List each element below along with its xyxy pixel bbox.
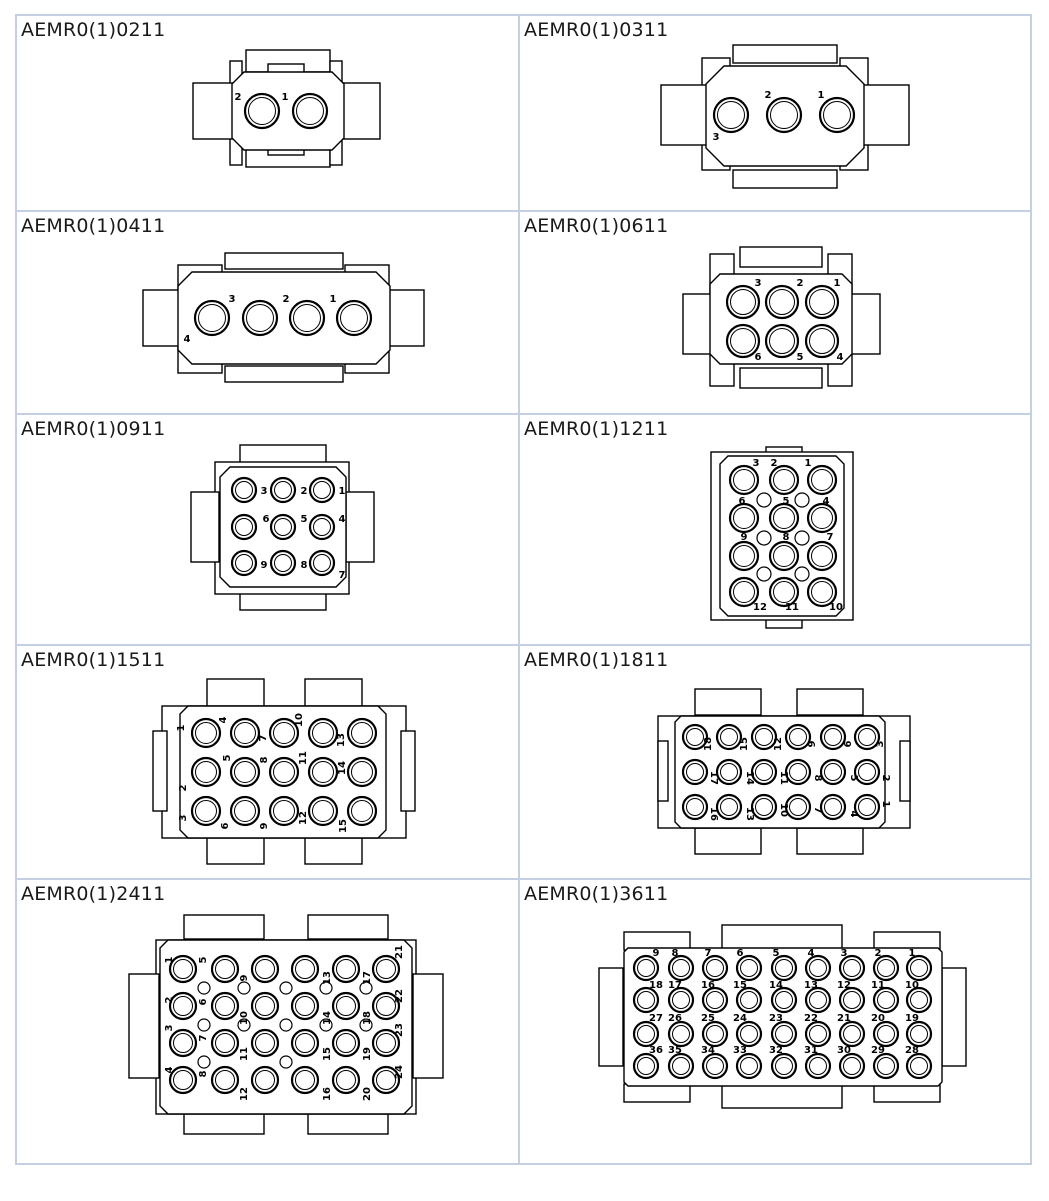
- pin-number: 16: [701, 980, 715, 991]
- housing-part: [942, 968, 966, 1066]
- part-number: AEMR0(1)2411: [21, 883, 166, 905]
- pin-number: 22: [804, 1013, 818, 1024]
- pin-number: 32: [769, 1045, 783, 1056]
- pin-number: 2: [796, 278, 804, 289]
- pin-number: 4: [338, 514, 346, 525]
- polarization-hole: [198, 982, 210, 994]
- pin-number: 4: [218, 716, 229, 724]
- pin-number: 15: [338, 819, 349, 833]
- pin-number: 2: [874, 948, 882, 959]
- housing-part: [733, 45, 837, 63]
- pin-number: 10: [239, 1011, 250, 1025]
- part-number: AEMR0(1)1511: [21, 649, 166, 671]
- pin-number: 27: [649, 1013, 663, 1024]
- pin-number: 12: [298, 811, 309, 825]
- pin-contact: [192, 758, 220, 786]
- housing-part: [305, 679, 362, 707]
- pin-contact: [806, 286, 838, 318]
- pin-number: 19: [362, 1047, 373, 1061]
- pin-contact: [730, 542, 758, 570]
- pin-contact: [727, 286, 759, 318]
- housing-part: [340, 83, 380, 139]
- connector-12-pin-drawing: [708, 444, 856, 630]
- pin-number: 4: [183, 334, 191, 345]
- pin-contact: [231, 719, 259, 747]
- pin-contact: [290, 301, 324, 335]
- housing-part: [153, 731, 167, 811]
- pin-number: 17: [362, 971, 373, 985]
- pin-contact: [293, 94, 327, 128]
- pin-number: 1: [281, 92, 289, 103]
- housing-part: [386, 290, 424, 346]
- pin-number: 14: [337, 761, 348, 775]
- pin-number: 2: [164, 996, 175, 1004]
- housing-part: [308, 915, 388, 939]
- housing-part: [874, 932, 940, 950]
- pin-number: 1: [880, 800, 891, 808]
- pin-number: 18: [362, 1011, 373, 1025]
- pin-contact: [348, 719, 376, 747]
- pin-number: 13: [804, 980, 818, 991]
- housing-part: [722, 1084, 842, 1108]
- pin-number: 3: [712, 132, 720, 143]
- pin-number: 23: [769, 1013, 783, 1024]
- pin-contact: [770, 504, 798, 532]
- polarization-hole: [198, 1056, 210, 1068]
- housing-part: [599, 968, 623, 1066]
- part-number: AEMR0(1)0411: [21, 215, 166, 237]
- pin-number: 35: [668, 1045, 682, 1056]
- housing-part: [413, 974, 443, 1078]
- pin-number: 2: [770, 458, 778, 469]
- housing-part: [658, 741, 668, 801]
- pin-contact: [231, 758, 259, 786]
- housing-part: [225, 253, 343, 269]
- pin-number: 28: [905, 1045, 919, 1056]
- pin-number: 5: [772, 948, 780, 959]
- pin-number: 1: [338, 486, 346, 497]
- housing-part: [191, 492, 219, 562]
- polarization-hole: [198, 1019, 210, 1031]
- pin-contact: [770, 466, 798, 494]
- pin-number: 6: [754, 352, 762, 363]
- pin-contact: [192, 719, 220, 747]
- pin-number: 9: [260, 560, 268, 571]
- pin-number: 4: [848, 810, 859, 818]
- pin-number: 9: [807, 740, 818, 748]
- pin-number: 13: [744, 807, 755, 821]
- pin-contact: [348, 758, 376, 786]
- pin-contact: [243, 301, 277, 335]
- pin-number: 13: [322, 971, 333, 985]
- housing-part: [143, 290, 181, 346]
- part-number: AEMR0(1)1211: [524, 418, 669, 440]
- pin-number: 6: [843, 740, 854, 748]
- housing-part: [184, 915, 264, 939]
- pin-number: 34: [701, 1045, 715, 1056]
- pin-number: 18: [703, 737, 714, 751]
- pin-number: 16: [708, 807, 719, 821]
- pin-number: 8: [812, 774, 823, 782]
- pin-contact: [309, 797, 337, 825]
- pin-number: 20: [871, 1013, 885, 1024]
- pin-contact: [730, 466, 758, 494]
- pin-number: 9: [652, 948, 660, 959]
- pin-number: 2: [178, 784, 189, 792]
- pin-number: 1: [329, 294, 337, 305]
- pin-number: 21: [394, 945, 405, 959]
- pin-number: 20: [362, 1087, 373, 1101]
- pin-number: 4: [807, 948, 815, 959]
- polarization-hole: [280, 982, 292, 994]
- pin-contact: [808, 466, 836, 494]
- connector-36-pin-drawing: [596, 922, 971, 1112]
- pin-number: 4: [164, 1066, 175, 1074]
- pin-number: 24: [733, 1013, 747, 1024]
- pin-number: 24: [394, 1065, 405, 1079]
- pin-number: 18: [649, 980, 663, 991]
- pin-number: 11: [785, 602, 799, 613]
- housing-part: [129, 974, 159, 1078]
- pin-number: 2: [300, 486, 308, 497]
- pin-contact: [714, 98, 748, 132]
- pin-number: 36: [649, 1045, 663, 1056]
- pin-number: 2: [880, 774, 891, 782]
- connector-3-pin-drawing: [658, 40, 910, 190]
- pin-number: 29: [871, 1045, 885, 1056]
- housing-part: [695, 689, 761, 715]
- pin-number: 1: [908, 948, 916, 959]
- pin-contact: [309, 719, 337, 747]
- part-number: AEMR0(1)0211: [21, 19, 166, 41]
- pin-number: 8: [782, 532, 790, 543]
- polarization-hole: [238, 982, 250, 994]
- polarization-hole: [280, 1019, 292, 1031]
- pin-number: 6: [198, 998, 209, 1006]
- pin-number: 12: [753, 602, 767, 613]
- polarization-hole: [757, 567, 771, 581]
- pin-number: 14: [322, 1011, 333, 1025]
- pin-number: 7: [826, 532, 834, 543]
- pin-contact: [766, 325, 798, 357]
- pin-number: 7: [704, 948, 712, 959]
- polarization-hole: [757, 493, 771, 507]
- pin-number: 9: [259, 822, 270, 830]
- pin-number: 11: [239, 1047, 250, 1061]
- polarization-hole: [280, 1056, 292, 1068]
- polarization-hole: [795, 567, 809, 581]
- housing-part: [305, 836, 362, 864]
- pin-number: 15: [322, 1047, 333, 1061]
- part-number: AEMR0(1)3611: [524, 883, 669, 905]
- pin-contact: [766, 286, 798, 318]
- pin-number: 1: [176, 724, 187, 732]
- pin-number: 6: [220, 822, 231, 830]
- pin-number: 33: [733, 1045, 747, 1056]
- pin-number: 19: [905, 1013, 919, 1024]
- pin-number: 10: [905, 980, 919, 991]
- pin-number: 1: [833, 278, 841, 289]
- pin-number: 12: [837, 980, 851, 991]
- pin-number: 17: [668, 980, 682, 991]
- part-number: AEMR0(1)0911: [21, 418, 166, 440]
- pin-number: 6: [736, 948, 744, 959]
- pin-contact: [770, 542, 798, 570]
- connector-4-pin-drawing: [140, 250, 426, 385]
- connector-6-pin-drawing: [680, 242, 885, 394]
- connector-18-pin-drawing: [655, 686, 917, 856]
- pin-number: 8: [300, 560, 308, 571]
- pin-number: 13: [336, 733, 347, 747]
- pin-contact: [245, 94, 279, 128]
- pin-number: 5: [848, 774, 859, 782]
- pin-number: 6: [262, 514, 270, 525]
- part-number: AEMR0(1)1811: [524, 649, 669, 671]
- housing-part: [863, 85, 909, 145]
- pin-number: 5: [300, 514, 308, 525]
- pin-number: 16: [322, 1087, 333, 1101]
- polarization-hole: [795, 531, 809, 545]
- connector-9-pin-drawing: [188, 442, 378, 614]
- pin-number: 9: [239, 974, 250, 982]
- pin-number: 8: [671, 948, 679, 959]
- pin-number: 2: [764, 90, 772, 101]
- pin-number: 26: [668, 1013, 682, 1024]
- housing-part: [207, 679, 264, 707]
- housing-part: [225, 366, 343, 382]
- polarization-hole: [795, 493, 809, 507]
- pin-number: 5: [222, 754, 233, 762]
- housing-part: [797, 828, 863, 854]
- pin-number: 6: [738, 496, 746, 507]
- pin-number: 3: [164, 1024, 175, 1032]
- connector-2-pin-drawing: [190, 45, 385, 180]
- pin-number: 11: [778, 771, 789, 785]
- pin-contact: [192, 797, 220, 825]
- pin-contact: [309, 758, 337, 786]
- pin-number: 3: [754, 278, 762, 289]
- pin-number: 30: [837, 1045, 851, 1056]
- pin-number: 8: [259, 756, 270, 764]
- pin-contact: [808, 504, 836, 532]
- pin-number: 21: [837, 1013, 851, 1024]
- pin-number: 31: [804, 1045, 818, 1056]
- pin-contact: [348, 797, 376, 825]
- pin-number: 2: [234, 92, 242, 103]
- housing-part: [722, 925, 842, 949]
- housing-part: [695, 828, 761, 854]
- pin-number: 5: [198, 956, 209, 964]
- pin-contact: [808, 542, 836, 570]
- housing-part: [401, 731, 415, 811]
- pin-number: 7: [198, 1034, 209, 1042]
- pin-number: 3: [875, 740, 886, 748]
- pin-number: 14: [769, 980, 783, 991]
- pin-number: 7: [338, 570, 346, 581]
- pin-number: 3: [228, 294, 236, 305]
- pin-number: 12: [239, 1087, 250, 1101]
- pin-contact: [730, 504, 758, 532]
- pin-number: 3: [260, 486, 268, 497]
- pin-number: 1: [817, 90, 825, 101]
- pin-number: 10: [778, 803, 789, 817]
- housing-part: [797, 689, 863, 715]
- polarization-hole: [757, 531, 771, 545]
- pin-number: 22: [394, 989, 405, 1003]
- pin-number: 12: [773, 737, 784, 751]
- pin-contact: [270, 758, 298, 786]
- pin-number: 9: [740, 532, 748, 543]
- connector-24-pin-drawing: [126, 912, 446, 1142]
- pin-number: 10: [294, 713, 305, 727]
- pin-number: 14: [744, 771, 755, 785]
- connector-15-pin-drawing: [150, 676, 418, 866]
- housing-part: [740, 368, 822, 388]
- pin-number: 3: [752, 458, 760, 469]
- pin-number: 25: [701, 1013, 715, 1024]
- pin-contact: [337, 301, 371, 335]
- pin-number: 4: [836, 352, 844, 363]
- pin-number: 17: [708, 771, 719, 785]
- pin-number: 1: [164, 956, 175, 964]
- pin-number: 5: [782, 496, 790, 507]
- pin-number: 5: [796, 352, 804, 363]
- housing-part: [740, 247, 822, 267]
- housing-part: [193, 83, 233, 139]
- pin-number: 3: [840, 948, 848, 959]
- pin-number: 4: [822, 496, 830, 507]
- pin-number: 8: [198, 1070, 209, 1078]
- pin-contact: [806, 325, 838, 357]
- housing-part: [207, 836, 264, 864]
- pin-contact: [270, 797, 298, 825]
- pin-contact: [820, 98, 854, 132]
- housing-part: [346, 492, 374, 562]
- pin-number: 11: [298, 751, 309, 765]
- pin-number: 3: [178, 814, 189, 822]
- pin-number: 7: [812, 806, 823, 814]
- pin-number: 15: [739, 737, 750, 751]
- pin-number: 1: [804, 458, 812, 469]
- part-number: AEMR0(1)0311: [524, 19, 669, 41]
- pin-number: 2: [282, 294, 290, 305]
- housing-part: [733, 170, 837, 188]
- pin-number: 15: [733, 980, 747, 991]
- pin-number: 7: [258, 734, 269, 742]
- pin-number: 10: [829, 602, 843, 613]
- pin-number: 23: [394, 1023, 405, 1037]
- pin-number: 11: [871, 980, 885, 991]
- part-number: AEMR0(1)0611: [524, 215, 669, 237]
- pin-contact: [231, 797, 259, 825]
- housing-part: [900, 741, 910, 801]
- housing-part: [661, 85, 707, 145]
- pin-contact: [767, 98, 801, 132]
- pin-contact: [195, 301, 229, 335]
